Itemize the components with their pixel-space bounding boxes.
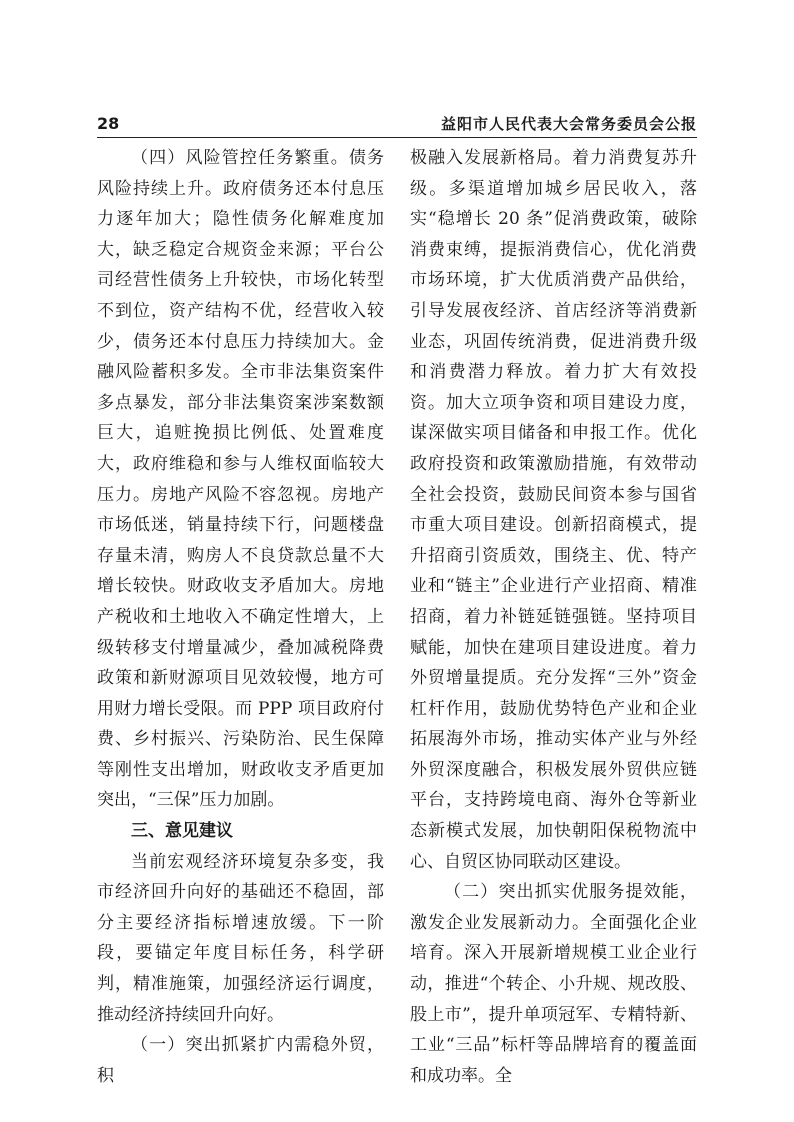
service-paragraph xyxy=(410,877,697,1091)
header-divider xyxy=(97,137,697,138)
risk-lead: （四）风险管控任务繁重。 xyxy=(131,148,349,167)
page-number: 28 xyxy=(97,114,120,133)
left-column xyxy=(97,143,384,1091)
right-column xyxy=(410,143,697,1091)
demand-paragraph-start: （一）突出抓紧扩内需稳外贸，积 xyxy=(97,1035,384,1085)
demand-kai-phrase: 极融入发展新格局。着力消费复苏升级。 xyxy=(410,148,697,198)
risk-text: 债务风险持续上升。政府债务还本付息压力逐年加大；隐性债务化解难度加大，缺乏稳定合规资金来源；平台公司经营性债务上升较快，市场化转型不到位，资产结构不优，经营收入较少，债务还本付息压力持续加大。 xyxy=(97,148,385,352)
page-header xyxy=(97,111,697,137)
service-text: 全面强化企业培育。深入开展新增规模工业企业行动，推进“个转企、小升规、规改股、股上市”，提升单项冠军、专精特新、工业“三品”标杆等品牌培育的覆盖面和成功率。全 xyxy=(410,912,697,1086)
section-heading: 三、意见建议 xyxy=(131,821,233,842)
demand-paragraph-continued xyxy=(410,143,697,877)
risk-tail: 全市非法集资案件多点暴发，部分非法集资案涉案数额巨大，追赃挽损比例低、处置难度大，政府维稳和参与人维权面临较大压力。房地产风险不容忽视。房地产市场低迷，销量持续下行，问题楼盘存量未清，购房人不良贷款总量不大增长较快。财政收支矛盾加大。房地产税收和土地收入不确定性增大，上级转移支付增量减少，叠加减税降费政策和新财源项目见效较慢，地方可用财力增长受限。而 PPP 项目政府付费、乡村振兴、污染防治、民生保障等刚性支出增加，财政收支矛盾更加突出，“三保”压力加剧。 xyxy=(97,362,384,811)
suggestion-intro-paragraph: 当前宏观经济环境复杂多变，我市经济回升向好的基础还不稳固，部分主要经济指标增速放缓。下一阶段，要锚定年度目标任务，科学研判，精准施策，加强经济运行调度，推动经济持续回升向好。 xyxy=(97,851,384,1025)
risk-kai-phrase: 金融风险蓄积多发。 xyxy=(97,331,384,382)
risk-paragraph xyxy=(97,143,384,816)
journal-title: 益阳市人民代表大会常务委员会公报 xyxy=(440,115,697,133)
demand-text: 多渠道增加城乡居民收入，落实“稳增长 20 条”促消费政策，破除消费束缚，提振消费信心，优化消费市场环境，扩大优质消费产品供给，引导发展夜经济、首店经济等消费新业态，巩固传统消费，促进消费升级和消费潜力释放。着力扩大有效投资。加大立项争资和项目建设力度，谋深做实项目储备和申报工作。优化政府投资和政策激励措施，有效带动全社会投资，鼓励民间资本参与国省市重大项目建设。创新招商模式，提升招商引资质效，围绕主、优、特产业和“链主”企业进行产业招商、精准招商，着力补链延链强链。坚持项目赋能，加快在建项目建设进度。着力外贸增量提质。充分发挥“三外”资金杠杆作用，鼓励优势特色产业和企业拓展海外市场，推动实体产业与外经外贸深度融合，积极发展外贸供应链平台，支持跨境电商、海外仓等新业态新模式发展，加快朝阳保税物流中心、自贸区协同联动区建设。 xyxy=(410,178,698,872)
service-kai-phrase: （二）突出抓实优服务提效能，激发企业发展新动力。 xyxy=(410,882,697,932)
